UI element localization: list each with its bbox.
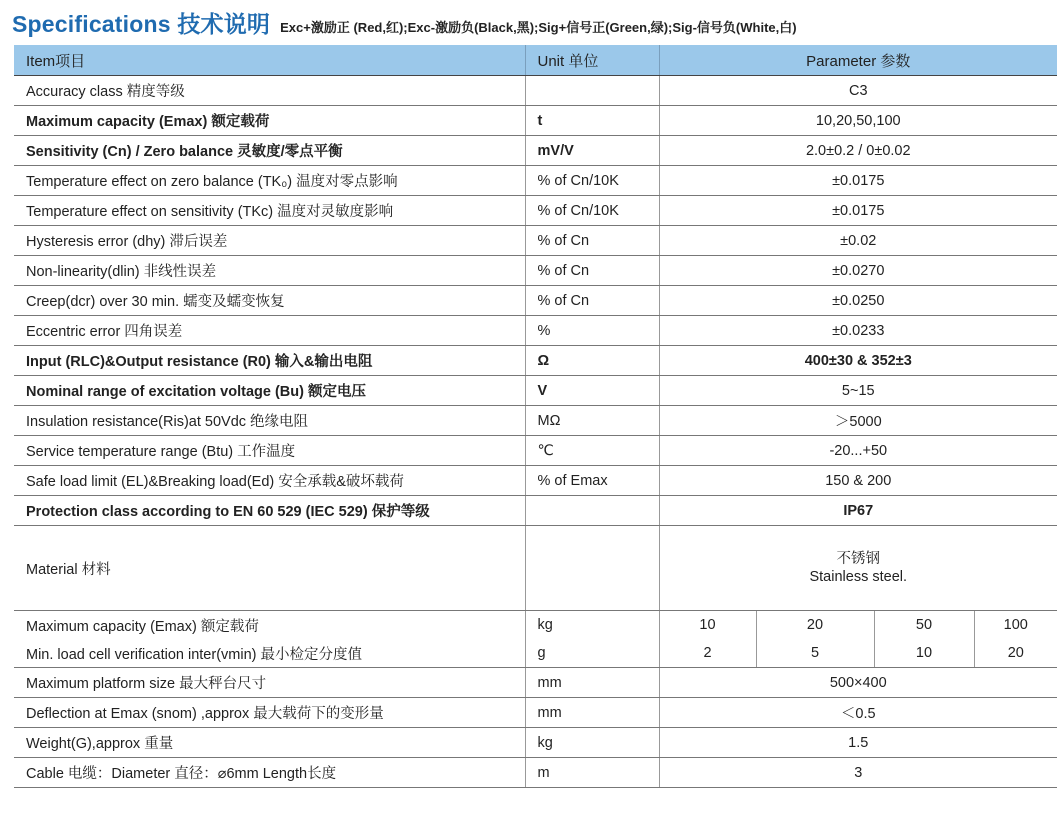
row-unit: kg [525,728,659,758]
header-item: Item项目 [14,45,525,76]
row-value: -20...+50 [659,436,1057,466]
row-value: ±0.0233 [659,316,1057,346]
row-item: Creep(dcr) over 30 min. 蠕变及蠕变恢复 [14,286,525,316]
table-row [14,226,1057,256]
table-row [14,496,1057,526]
row-item: Service temperature range (Btu) 工作温度 [14,436,525,466]
row-item: Weight(G),approx 重量 [14,728,525,758]
row-value: ±0.0175 [659,196,1057,226]
row-item: Insulation resistance(Ris)at 50Vdc 绝缘电阻 [14,406,525,436]
row-value: 500×400 [659,668,1057,698]
row-unit: mm [525,698,659,728]
vmin-value: 5 [756,639,874,668]
table-row [14,406,1057,436]
row-value: C3 [659,76,1057,106]
capacity-value: 100 [1003,617,1028,633]
table-row [14,376,1057,406]
row-unit: ℃ [525,436,659,466]
row-unit: % [525,316,659,346]
row-item: Cable 电缆：Diameter 直径：⌀6mm Length长度 [14,758,525,788]
table-row [14,346,1057,376]
row-item: Safe load limit (EL)&Breaking load(Ed) 安全承载&破坏载荷 [14,466,525,496]
row-item: Maximum capacity (Emax) 额定载荷 [14,106,525,136]
row-value: 2.0±0.2 / 0±0.02 [659,136,1057,166]
row-value: ±0.0175 [659,166,1057,196]
row-unit: mV/V [525,136,659,166]
row-value: ＜0.5 [659,698,1057,728]
row-value: 400±30 & 352±3 [659,346,1057,376]
row-value: 150 & 200 [659,466,1057,496]
row-item: Protection class according to EN 60 529 (IEC 529) 保护等级 [14,496,525,526]
table-header-row [14,45,1057,76]
row-item: Maximum platform size 最大秤台尺寸 [14,668,525,698]
row-value: 1.5 [659,728,1057,758]
table-row [14,136,1057,166]
row-unit: Ω [525,346,659,376]
row-unit: g [525,639,659,668]
page-header [12,6,797,38]
row-item: Non-linearity(dlin) 非线性误差 [14,256,525,286]
material-value [659,526,1057,611]
capacity-row [14,611,1057,640]
table-row [14,286,1057,316]
row-value: 5~15 [659,376,1057,406]
table-row [14,758,1057,788]
capacity-value: 20 [756,611,874,640]
table-row [14,316,1057,346]
vmin-value: 2 [659,639,756,668]
table-row [14,728,1057,758]
vmin-value: 20 [974,639,1057,668]
row-unit [525,496,659,526]
row-value: ±0.0270 [659,256,1057,286]
row-item: Nominal range of excitation voltage (Bu) 额定电压 [14,376,525,406]
row-unit: t [525,106,659,136]
table-row [14,166,1057,196]
table-row [14,466,1057,496]
spec-table-wrapper [14,45,1057,788]
row-item: Maximum capacity (Emax) 额定载荷 [14,611,525,640]
table-row [14,196,1057,226]
wiring-legend: Exc+激励正 (Red,红);Exc-激励负(Black,黑);Sig+信号正(Green,绿);Sig-信号负(White,白) [280,20,797,35]
row-item: Min. load cell verification inter(vmin) 最小检定分度值 [14,639,525,668]
row-unit: mm [525,668,659,698]
row-item: Temperature effect on zero balance (TK₀) 温度对零点影响 [14,166,525,196]
row-item: Accuracy class 精度等级 [14,76,525,106]
row-unit: % of Emax [525,466,659,496]
row-value: 3 [659,758,1057,788]
row-unit: m [525,758,659,788]
row-item: Eccentric error 四角误差 [14,316,525,346]
row-item: Material 材料 [14,526,525,611]
row-unit [525,76,659,106]
table-row [14,256,1057,286]
row-item: Sensitivity (Cn) / Zero balance 灵敏度/零点平衡 [14,136,525,166]
row-unit: kg [525,611,659,640]
row-value: 10,20,50,100 [659,106,1057,136]
spec-table [14,45,1057,788]
page-title: Specifications 技术说明 [12,11,271,37]
row-unit: % of Cn [525,256,659,286]
row-value: IP67 [659,496,1057,526]
row-value: ＞5000 [659,406,1057,436]
vmin-row [14,639,1057,668]
row-value: ±0.0250 [659,286,1057,316]
row-unit: V [525,376,659,406]
table-row [14,436,1057,466]
row-item: Hysteresis error (dhy) 滞后误差 [14,226,525,256]
row-item: Input (RLC)&Output resistance (R0) 输入&输出电阻 [14,346,525,376]
row-value: ±0.02 [659,226,1057,256]
row-unit: % of Cn [525,286,659,316]
material-row [14,526,1057,611]
capacity-value: 10 [659,611,756,640]
row-unit [525,526,659,611]
row-unit: % of Cn/10K [525,166,659,196]
header-unit: Unit 单位 [525,45,659,76]
row-unit: % of Cn [525,226,659,256]
header-parameter: Parameter 参数 [659,45,1057,76]
vmin-value: 10 [874,639,974,668]
material-value-cn: 不锈钢 [836,550,880,567]
material-value-en: Stainless steel. [809,569,908,585]
row-item: Temperature effect on sensitivity (TKc) 温度对灵敏度影响 [14,196,525,226]
table-row [14,76,1057,106]
row-unit: MΩ [525,406,659,436]
table-row [14,698,1057,728]
row-item: Deflection at Emax (snom) ,approx 最大载荷下的变形量 [14,698,525,728]
table-row [14,106,1057,136]
row-unit: % of Cn/10K [525,196,659,226]
capacity-value: 50 [874,611,974,640]
table-row [14,668,1057,698]
